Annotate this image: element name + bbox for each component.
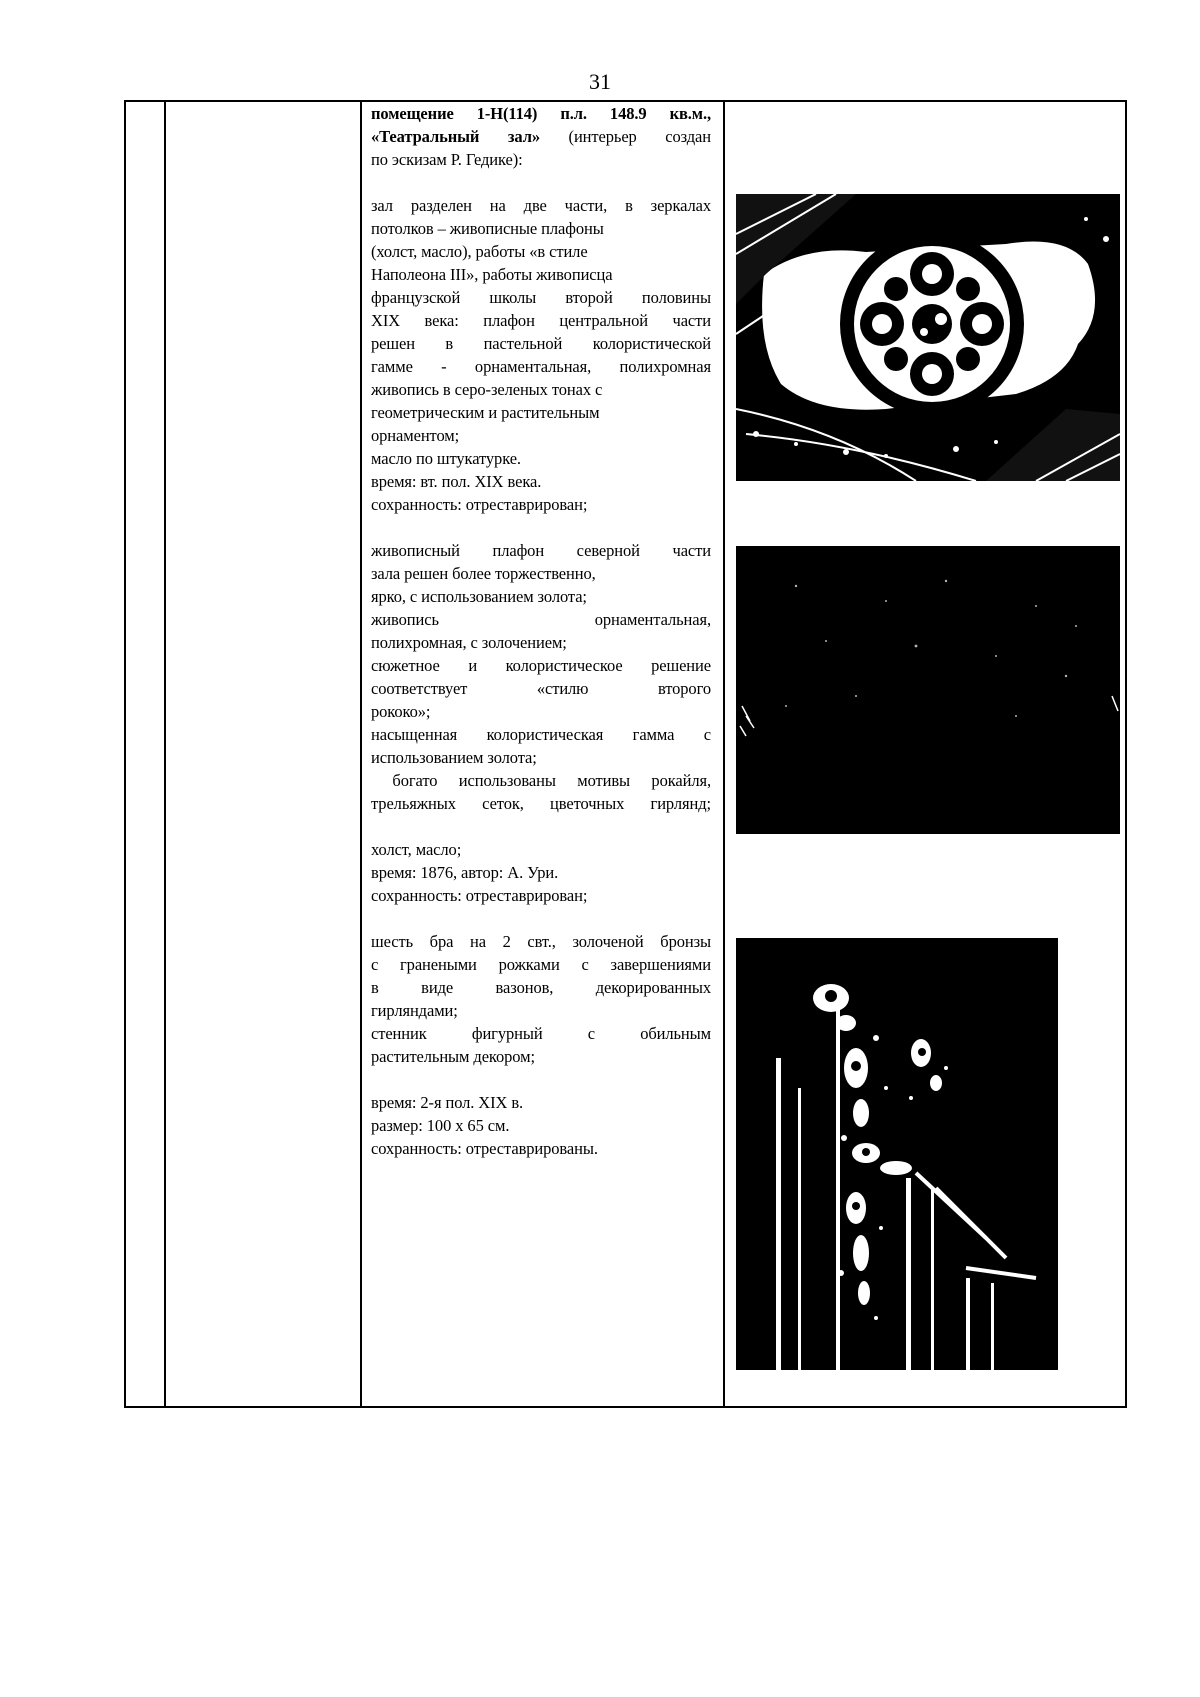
page-number: 31: [589, 69, 611, 94]
room-heading-line-2: «Театральный зал» (интерьер создан: [371, 127, 711, 146]
sconces-attribution: время: 2-я пол. XIX в. размер: 100 х 65 см. сохранность: отреставрированы.: [371, 1093, 598, 1158]
sconces-description: шесть бра на 2 свт., золоченой бронзы с гранеными рожками с завершениями в виде вазонов, декорированных гирляндами; стенник фигурный с обильным растительным декором;: [371, 932, 711, 1066]
ceiling-description: зал разделен на две части, в зеркалах потолков – живописные плафоны (холст, масло), работы «в стиле Наполеона III», работы живописца французской школы второй половины XIX века: плафон центральной части решен в пастельной колористической гамме - орнаментальная, полихромная живопись в серо-зеленых тонах с геометрическим и растительным орнаментом; масло по штукатурке. время: вт. пол. XIX века. сохранность: отреставрирован;: [371, 196, 711, 514]
north-plafond-photo: [736, 546, 1120, 834]
north-plafond-description: живописный плафон северной части зала решен более торжественно, ярко, с использованием золота; живопись орнаментальная, полихромная, с золочением; сюжетное и колористическое решение соответствует «стилю второго рококо»; насыщенная колористическая гамма с использованием золота; богато использованы мотивы рокайля, трельяжных сеток, цветочных гирлянд;: [371, 541, 711, 813]
room-heading-line-3: по эскизам Р. Гедике):: [371, 150, 523, 169]
ceiling-plafond-photo: [736, 194, 1120, 481]
table-column-divider: [164, 100, 166, 1408]
table-column-divider: [360, 100, 362, 1408]
description-cell: [371, 102, 711, 1160]
table-column-divider: [723, 100, 725, 1408]
sconce-photo: [736, 938, 1058, 1370]
room-heading-line-1: помещение 1-Н(114) п.л. 148.9 кв.м.,: [371, 104, 711, 123]
plafond-attribution: холст, масло; время: 1876, автор: А. Ури. сохранность: отреставрирован;: [371, 840, 588, 905]
